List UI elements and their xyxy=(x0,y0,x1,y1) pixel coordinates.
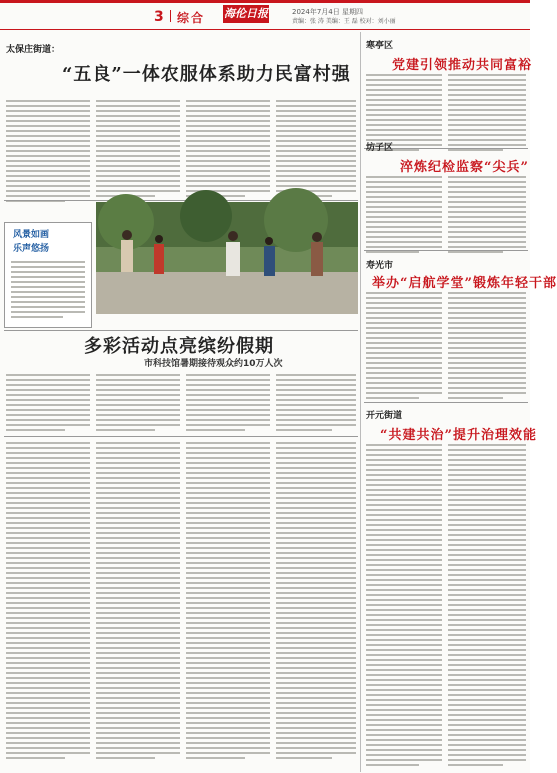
park-scene-image xyxy=(96,202,358,314)
page-header xyxy=(0,0,530,30)
right-section-2-col1 xyxy=(366,176,442,256)
header-separator xyxy=(170,10,171,22)
right-rule-2 xyxy=(364,250,528,251)
photo-caption-box xyxy=(4,222,92,328)
right-section-2-headline: 淬炼纪检监察“尖兵” xyxy=(400,160,529,175)
lower-body-col2 xyxy=(96,442,180,762)
column-divider xyxy=(360,32,361,772)
second-body-col2 xyxy=(96,374,180,434)
section-rule-2 xyxy=(4,330,358,331)
section-rule-3 xyxy=(4,436,358,437)
second-body-col1 xyxy=(6,374,90,434)
header-top-bar xyxy=(0,0,530,3)
right-section-2-col2 xyxy=(448,176,526,256)
right-section-3-col1 xyxy=(366,292,442,402)
news-photo xyxy=(96,202,358,314)
page-number: 3 xyxy=(154,9,164,25)
second-body-col4 xyxy=(276,374,356,434)
lower-body-col3 xyxy=(186,442,270,762)
newspaper-logo: 海伦日报 xyxy=(223,5,269,23)
right-section-1-label: 寒亭区 xyxy=(366,41,394,51)
right-section-4-col2 xyxy=(448,444,526,769)
lower-body-col1 xyxy=(6,442,90,762)
second-body-col3 xyxy=(186,374,270,434)
right-section-4-headline: “共建共治”提升治理效能 xyxy=(380,428,537,443)
section-name: 综合 xyxy=(177,11,206,25)
issue-date: 2024年7月4日 星期四 xyxy=(292,8,363,16)
caption-title-1: 风景如画 xyxy=(13,230,50,240)
lead-body-col4 xyxy=(276,100,356,200)
lead-headline: “五良”一体农服体系助力民富村强 xyxy=(62,64,351,85)
caption-title-2: 乐声悠扬 xyxy=(13,244,50,254)
lead-body-col2 xyxy=(96,100,180,200)
second-subhead: 市科技馆暑期接待观众约10万人次 xyxy=(144,359,283,369)
right-rule-3 xyxy=(364,402,528,403)
editor-credits: 责编：张 涛 美编：王 磊 校对：刘小丽 xyxy=(292,18,396,25)
right-section-3-label: 寿光市 xyxy=(366,261,394,271)
right-section-1-headline: 党建引领推动共同富裕 xyxy=(392,58,533,73)
right-section-4-col1 xyxy=(366,444,442,769)
right-section-3-col2 xyxy=(448,292,526,402)
caption-text xyxy=(11,261,85,321)
lower-body-col4 xyxy=(276,442,356,762)
lead-body-col1 xyxy=(6,100,90,205)
second-headline: 多彩活动点亮缤纷假期 xyxy=(84,336,274,357)
lead-body-col3 xyxy=(186,100,270,200)
right-section-2-label: 坊子区 xyxy=(366,143,394,153)
right-section-1-col2 xyxy=(448,74,526,154)
right-section-4-label: 开元街道 xyxy=(366,411,403,421)
lead-rubric: 太保庄街道： xyxy=(6,45,61,55)
header-rule xyxy=(0,29,530,30)
right-section-3-headline: 举办“启航学堂”锻炼年轻干部 xyxy=(372,276,557,291)
